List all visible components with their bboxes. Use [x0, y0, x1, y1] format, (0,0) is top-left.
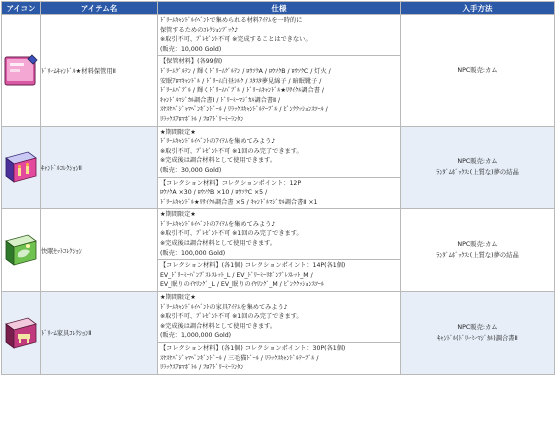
method-line: ﾗﾝﾀﾞﾑﾎﾞｯｸｽ:(上質な)夢の結晶 — [436, 252, 519, 260]
spec-materials — [158, 259, 400, 291]
spec-line: 安眠ｱﾛﾏｷｬﾝﾄﾞﾙ / ﾄﾞﾘｰﾑ白昼ｼﾙｸ / ｽﾀｽﾀ夢見綿子 / 暗眠靴子 / — [160, 77, 322, 85]
item-name: ﾄﾞﾘｰﾑ家具ｺﾚｸｼｮﾝⅡ — [41, 292, 158, 375]
item-name: 快眠ｾｯﾄｺﾚｸｼｮﾝ — [41, 209, 158, 292]
spec-line: 【コレクション材料】(各1個) コレクションポイント：14P(各1個) — [160, 262, 346, 270]
method-line: ﾗﾝﾀﾞﾑﾎﾞｯｸｽ:(上質な)夢の結晶 — [436, 169, 519, 177]
item-icon-cell — [2, 126, 41, 209]
spec-description — [158, 15, 400, 55]
spec-line: (販売：100,000 Gold) — [160, 249, 226, 257]
spec-line: (販売：10,000 Gold) — [160, 45, 222, 53]
header-icon: アイコン — [2, 2, 41, 15]
table-row — [2, 15, 555, 127]
spec-line: ﾄﾞﾘｰﾑﾊﾞﾌﾞﾙ / 輝くﾄﾞﾘｰﾑﾊﾞﾌﾞﾙ / ﾄﾞﾘｰﾑｷｬﾝﾄﾞﾙ★ﾘｻｲｸﾙ調合書 / — [160, 87, 324, 95]
header-method: 入手方法 — [401, 2, 555, 15]
spec-line: ※取引不可、ﾌﾟﾚｾﾞﾝﾄ不可 ※1回のみ完了できます。 — [160, 147, 303, 155]
item-method — [401, 126, 555, 209]
spec-line: (販売：30,000 Gold) — [160, 166, 222, 174]
item-method — [401, 292, 555, 375]
item-method — [401, 15, 555, 127]
item-name: ﾄﾞﾘｰﾑｷｬﾝﾄﾞﾙ★材料保管用Ⅱ — [41, 15, 158, 127]
spec-line: ﾄﾞﾘｰﾑｷｬﾝﾄﾞﾙｲﾍﾞﾝﾄのｱｲﾃﾑを集めてみよう♪ — [160, 220, 276, 228]
spec-line: ｽﾔｽﾔﾊﾞｼﾞｬﾏﾍﾟﾝｷﾞﾝﾄﾞｰﾙ / 三毛猫ﾄﾞｰﾙ / ﾘﾗｯｸｽｷｬﾝﾄﾞﾙﾃｰﾌﾞﾙ / — [160, 354, 319, 362]
spec-line: ﾄﾞﾘｰﾑｷｬﾝﾄﾞﾙｲﾍﾞﾝﾄの家具ｱｲﾃﾑを集めてみよう♪ — [160, 303, 288, 311]
table-row — [2, 292, 555, 375]
furniture-book-icon — [2, 314, 40, 352]
method-line: NPC販売:カム — [457, 158, 498, 166]
spec-line: ﾛｳｿｸA ×30 / ﾛｳｿｸB ×10 / ﾛｳｿｸC ×5 / — [160, 189, 268, 197]
method-line: ｷｬﾝﾄﾞﾙ(ﾄﾞﾘｰﾐｰﾏｼﾞｶﾙ)調合書Ⅱ — [437, 334, 518, 342]
item-icon-cell — [2, 292, 41, 375]
spec-line: ※取引不可、ﾌﾟﾚｾﾞﾝﾄ不可 ※完成することはできない。 — [160, 36, 312, 44]
header-item-name: アイテム名 — [41, 2, 158, 15]
method-line: NPC販売:カム — [457, 241, 498, 249]
item-spec — [158, 15, 401, 127]
item-spec — [158, 126, 401, 209]
spec-line: EV_眠りのｲﾔﾘﾝｸﾞ_L / EV_眠りのｲﾔﾘﾝｸﾞ_M / ﾋﾟﾝｸｸｯｼｮﾝｽﾂｰﾙ — [160, 281, 324, 289]
spec-line: ※取引不可、ﾌﾟﾚｾﾞﾝﾄ不可 ※1回のみ完了できます。 — [160, 230, 303, 238]
table-header-row — [2, 2, 555, 15]
candle-book-icon — [2, 148, 40, 186]
spec-materials — [158, 342, 400, 374]
spec-line: 【コレクション材料】(各1個) コレクションポイント：30P(各1個) — [160, 345, 346, 352]
spec-line: ｷｬﾝﾄﾞﾙﾏｼﾞｶﾙ調合書Ⅰ / ﾄﾞﾘｰﾐｰﾏｼﾞｶﾙ調合書Ⅱ / — [160, 96, 281, 104]
spec-line: ※完成後は調合材料として使用できます。 — [160, 157, 277, 165]
item-table — [1, 1, 555, 375]
pink-box-icon — [2, 51, 40, 89]
spec-line: 【コレクション材料】コレクションポイント：12P — [160, 179, 302, 187]
spec-line: ﾘﾗｯｸｽｱﾛﾏﾎﾞﾄﾙ / ﾌﾛｱﾄﾞﾘｰﾐｰﾗﾝﾀﾝ — [160, 115, 244, 123]
spec-line: ﾄﾞﾘｰﾑｷｬﾝﾄﾞﾙ★ﾘｻｲｸﾙ調合書 ×5 / ｷｬﾝﾄﾞﾙﾏｼﾞｶﾙ調合書Ⅱ ×1 — [160, 198, 318, 206]
spec-materials — [158, 177, 400, 209]
header-spec: 仕様 — [158, 2, 401, 15]
spec-line: ｽﾔｽﾔﾊﾞｼﾞｬﾏﾍﾟﾝｷﾞﾝﾄﾞｰﾙ / ﾘﾗｯｸｽｷｬﾝﾄﾞﾙﾃｰﾌﾞﾙ / ﾋﾟﾝｸｸｯｼｮﾝｽﾂｰﾙ / — [160, 106, 328, 114]
spec-line: (販売：1,000,000 Gold) — [160, 332, 232, 340]
green-book-icon — [2, 231, 40, 269]
spec-line: 保管するためのｺﾚｸｼｮﾝﾌﾞｯｸ♪ — [160, 26, 239, 34]
spec-line: ※完成後は調合材料として使用できます。 — [160, 240, 277, 248]
table-row — [2, 126, 555, 209]
spec-line: ※取引不可、ﾌﾟﾚｾﾞﾝﾄ不可 ※1回のみ完了できます。 — [160, 313, 303, 321]
item-spec — [158, 209, 401, 292]
item-spec — [158, 292, 401, 375]
spec-line: ﾄﾞﾘｰﾑｸﾞﾙﾃﾝ / 輝くﾄﾞﾘｰﾑｸﾞﾙﾃﾝ / ﾛｳｿｸA / ﾛｳｿｸB / ﾛｳｿｸC / 灯火 / — [160, 67, 331, 75]
method-line: NPC販売:カム — [457, 323, 498, 331]
spec-line: ★期間限定★ — [160, 211, 196, 219]
item-icon-cell — [2, 15, 41, 127]
spec-line: ★期間限定★ — [160, 128, 196, 136]
spec-line: ★期間限定★ — [160, 294, 196, 302]
item-icon-cell — [2, 209, 41, 292]
spec-materials — [158, 55, 400, 125]
item-method — [401, 209, 555, 292]
spec-line: ﾄﾞﾘｰﾑｷｬﾝﾄﾞﾙｲﾍﾞﾝﾄで集められる材料ｱｲﾃﾑを一時的に — [160, 17, 303, 24]
spec-line: ﾘﾗｯｸｽｱﾛﾏﾎﾞﾄﾙ / ﾌﾛｱﾄﾞﾘｰﾐｰﾗﾝﾀﾝ — [160, 364, 244, 372]
method-line: NPC販売:カム — [457, 66, 498, 74]
spec-line: ﾄﾞﾘｰﾑｷｬﾝﾄﾞﾙｲﾍﾞﾝﾄのｱｲﾃﾑを集めてみよう♪ — [160, 138, 276, 146]
table-row — [2, 209, 555, 292]
item-name: ｷｬﾝﾄﾞﾙｺﾚｸｼｮﾝⅡ — [41, 126, 158, 209]
spec-line: EV_ﾄﾞﾘｰﾐｰﾊﾟﾝﾌﾟｽﾚｽﾚｯﾄ_L / EV_ﾄﾞﾘｰﾐｰﾘﾎﾞﾝﾌﾞﾚｽﾚｯﾄ_M / — [160, 271, 313, 279]
spec-line: 【保管材料】(各99個) — [160, 58, 223, 66]
spec-description — [158, 292, 400, 342]
spec-description — [158, 127, 400, 177]
spec-line: ※完成後は調合材料として使用できます。 — [160, 322, 277, 330]
spec-description — [158, 209, 400, 259]
